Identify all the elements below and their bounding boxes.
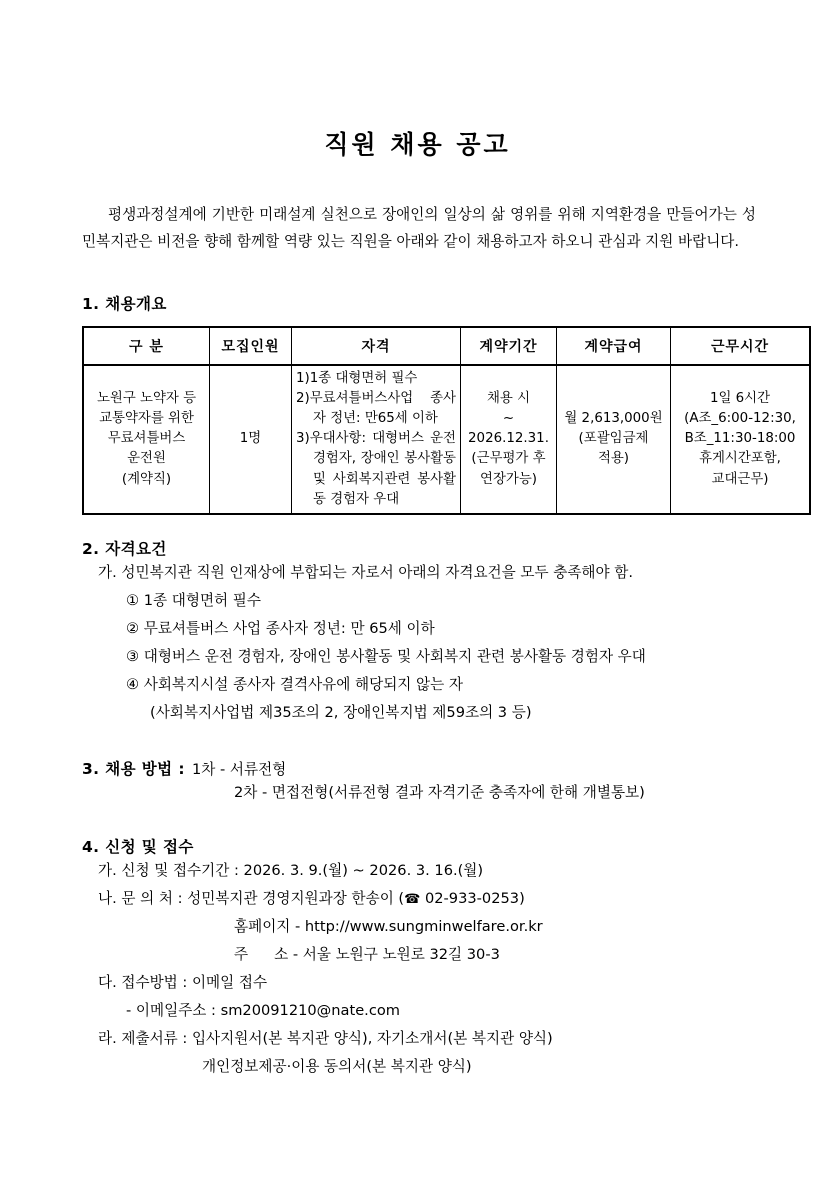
section-2-item-1: ① 1종 대형면허 필수 [126,591,261,609]
contract-period-line: ~ [502,411,515,427]
contact-label: 나. 문 의 처 : 성민복지관 경영지원과장 한송이 ( [98,889,405,907]
column-header-headcount: 모집인원 [210,327,292,365]
contract-period-line: (근무평가 후 [471,451,546,467]
cell-qualification [292,365,461,514]
salary-line: (포괄임금제 [578,431,649,447]
recruitment-overview-table [82,326,811,515]
section-3-body [75,779,760,807]
qualification-item: 2)무료셔틀버스사업 종사자 정년: 만65세 이하 [296,391,456,427]
cell-headcount: 1명 [210,365,292,514]
section-4-item-c: 다. 접수방법 : 이메일 접수 [98,973,268,991]
section-4-item-d-cont: 개인정보제공·이용 동의서(본 복지관 양식) [202,1057,472,1075]
division-line: (계약직) [121,471,172,487]
address-value: 소 - 서울 노원구 노원로 32길 30-3 [274,945,500,963]
table-header-row [83,327,810,365]
section-2-item-4-note: (사회복지사업법 제35조의 2, 장애인복지법 제59조의 3 등) [150,703,532,721]
cell-division [83,365,210,514]
column-header-work-hours: 근무시간 [671,327,811,365]
section-3-line-1: 1차 - 서류전형 [191,760,287,778]
section-4-item-b [82,885,760,913]
section-4-item-a: 가. 신청 및 접수기간 : 2026. 3. 9.(월) ~ 2026. 3. 16.(월) [98,861,484,879]
division-line: 교통약자를 위한 [99,411,194,427]
work-hours-line: 교대근무) [711,471,769,487]
division-line: 무료셔틀버스 [107,431,186,447]
intro-paragraph: 평생과정설계에 기반한 미래설계 실천으로 장애인의 일상의 삶 영위를 위해 지역환경을 만들어가는 성민복지관은 비전을 향해 함께할 역량 있는 직원을 아래와 같이 채용하고자 하오니 관심과 지원 바랍니다. [82,206,756,250]
contract-period-line: 2026.12.31. [468,431,549,447]
column-header-contract-period: 계약기간 [461,327,557,365]
contract-period-line: 연장가능) [480,471,537,487]
work-hours-line: B조_11:30-18:00 [684,431,796,447]
page-title: 직원 채용 공고 [324,130,511,159]
column-header-salary: 계약급여 [557,327,671,365]
column-header-qualification: 자격 [292,327,461,365]
email-line: - 이메일주소 : sm20091210@nate.com [126,1001,400,1019]
section-4-heading: 4. 신청 및 접수 [82,837,194,856]
work-hours-line: (A조_6:00-12:30, [684,411,796,427]
column-header-division: 구 분 [83,327,210,365]
division-line: 운전원 [127,451,166,467]
division-line: 노원구 노약자 등 [96,391,197,407]
telephone-icon: ☎ [404,891,421,907]
homepage-line: 홈페이지 - http://www.sungminwelfare.or.kr [234,917,543,935]
salary-line: 적용) [597,451,630,467]
section-2-item-2: ② 무료셔틀버스 사업 종사자 정년: 만 65세 이하 [126,619,435,637]
section-2-body [75,559,760,727]
salary-line: 월 2,613,000원 [564,411,663,427]
section-4-item-d: 라. 제출서류 : 입사지원서(본 복지관 양식), 자기소개서(본 복지관 양식) [98,1029,553,1047]
address-line [82,941,760,969]
contact-phone: 02-933-0253) [424,889,525,907]
section-3-line-2: 2차 - 면접전형(서류전형 결과 자격기준 충족자에 한해 개별통보) [234,783,645,801]
section-3-heading [75,727,760,779]
section-4-body [75,857,760,1081]
qualification-item: 3)우대사항: 대형버스 운전 경험자, 장애인 봉사활동 및 사회복지관련 봉사활동 경험자 우대 [296,431,456,507]
recruitment-table-wrapper [75,314,796,515]
qualification-item: 1)1종 대형면허 필수 [296,370,418,386]
table-row [83,365,810,514]
section-2-item-3: ③ 대형버스 운전 경험자, 장애인 봉사활동 및 사회복지 관련 봉사활동 경험자 우대 [126,647,646,665]
cell-contract-period [461,365,557,514]
address-label: 주 [234,945,249,963]
cell-salary [557,365,671,514]
section-2-heading: 2. 자격요건 [82,539,167,558]
work-hours-line: 휴게시간포함, [699,451,781,467]
section-2-item-a: 가. 성민복지관 직원 인재상에 부합되는 자로서 아래의 자격요건을 모두 충족해야 함. [98,563,633,581]
cell-work-hours [671,365,811,514]
section-1-heading: 1. 채용개요 [82,294,167,313]
section-2-item-4: ④ 사회복지시설 종사자 결격사유에 해당되지 않는 자 [126,675,463,693]
work-hours-line: 1일 6시간 [709,391,771,407]
section-3-heading-label: 3. 채용 방법 : [82,759,185,778]
contract-period-line: 채용 시 [486,391,531,407]
